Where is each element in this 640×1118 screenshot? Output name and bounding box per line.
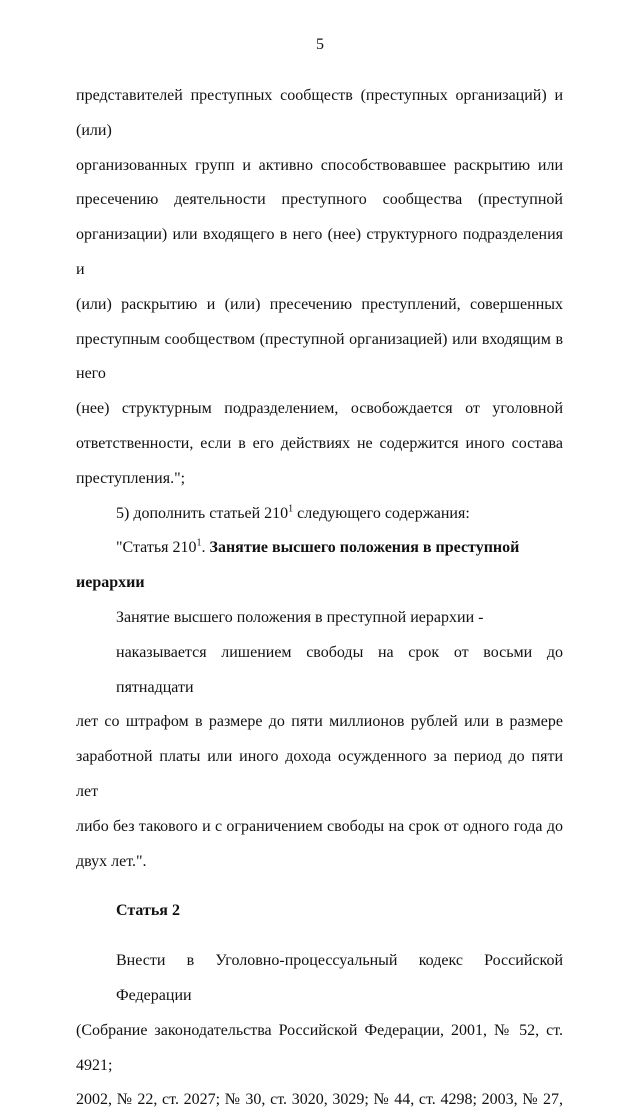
sanction-paragraph	[76, 636, 563, 880]
item-5-text: 5) дополнить статьей 210	[116, 504, 289, 522]
text-line: (нее) структурным подразделением, освобождается от уголовной	[76, 400, 563, 418]
new-article-superscript: 1	[196, 538, 202, 550]
item-5-superscript: 1	[288, 503, 294, 515]
text-line: заработной платы или иного дохода осужденного за период до пяти лет	[76, 748, 563, 800]
new-article-prefix: "Статья 210	[116, 539, 197, 557]
text-line: организованных групп и активно способствовавшее раскрытию или	[76, 156, 563, 174]
disposition-text: Занятие высшего положения в преступной иерархии -	[116, 608, 484, 626]
text-line: (Собрание законодательства Российской Федерации, 2001, № 52, ст. 4921;	[76, 1021, 563, 1074]
section-gap	[76, 929, 563, 944]
disposition-paragraph	[76, 601, 563, 636]
text-line: 2002, № 22, ст. 2027; № 30, ст. 3020, 3029; № 44, ст. 4298; 2003, № 27,	[76, 1091, 563, 1109]
article-2-paragraph	[76, 944, 563, 1118]
new-article-title: Занятие высшего положения в преступной иерархии	[76, 539, 520, 592]
text-line: пресечению деятельности преступного сообщества (преступной	[76, 191, 563, 209]
text-line: организации) или входящего в него (нее) структурного подразделения и	[76, 226, 563, 278]
section-gap	[76, 879, 563, 894]
page-number: 5	[316, 36, 324, 53]
document-body	[76, 79, 563, 1118]
text-line: двух лет.".	[76, 852, 147, 870]
text-line: (или) раскрытию и (или) пресечению преступлений, совершенных	[76, 295, 563, 313]
continuation-paragraph	[76, 79, 563, 497]
text-line: лет со штрафом в размере до пяти миллионов рублей или в размере	[76, 713, 563, 731]
text-line: преступным сообществом (преступной организацией) или входящим в него	[76, 330, 563, 383]
text-line: наказывается лишением свободы на срок от восьми до пятнадцати	[116, 643, 563, 696]
text-line: преступления.";	[76, 469, 186, 487]
item-5-paragraph	[76, 497, 563, 532]
text-line: представителей преступных сообществ (преступных организаций) и (или)	[76, 87, 563, 139]
article-2-heading: Статья 2	[116, 902, 180, 920]
text-line: либо без такового и с ограничением свободы на срок от одного года до	[76, 817, 563, 835]
text-line: Внести в Уголовно-процессуальный кодекс Российской Федерации	[116, 952, 563, 1004]
text-line: ответственности, если в его действиях не содержится иного состава	[76, 434, 563, 452]
new-article-dot: .	[201, 539, 210, 557]
new-article-heading	[76, 531, 563, 601]
item-5-text-after: следующего содержания:	[293, 504, 470, 522]
